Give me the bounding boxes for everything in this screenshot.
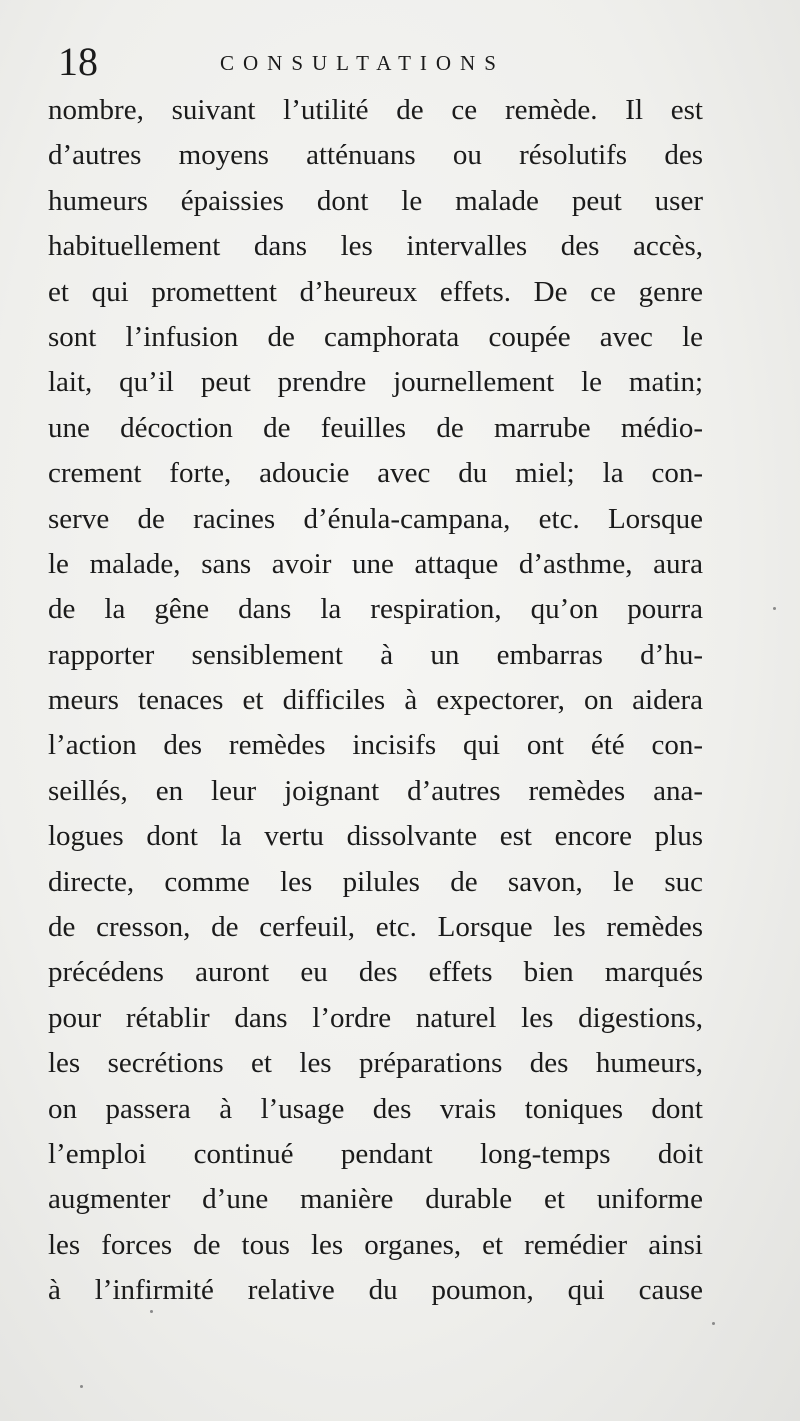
page-header xyxy=(58,38,758,86)
text-line: les secrétions et les préparations des humeurs, xyxy=(48,1047,703,1080)
text-line: le malade, sans avoir une attaque d’asthme, aura xyxy=(48,547,703,580)
text-line: les forces de tous les organes, et remédier ainsi xyxy=(48,1228,703,1261)
text-line: l’emploi continué pendant long-temps doit xyxy=(48,1137,703,1170)
body-text xyxy=(48,88,703,1314)
text-line: de cresson, de cerfeuil, etc. Lorsque les remèdes xyxy=(48,911,703,944)
text-line: directe, comme les pilules de savon, le suc xyxy=(48,865,703,898)
paper-speck xyxy=(80,1385,83,1388)
text-line: crement forte, adoucie avec du miel; la con- xyxy=(48,457,703,490)
text-line: augmenter d’une manière durable et uniforme xyxy=(48,1183,703,1216)
text-line: de la gêne dans la respiration, qu’on pourra xyxy=(48,593,703,626)
text-line: habituellement dans les intervalles des accès, xyxy=(48,230,703,263)
text-line: seillés, en leur joignant d’autres remèdes ana- xyxy=(48,774,703,807)
page-number: 18 xyxy=(58,39,98,84)
paper-speck xyxy=(712,1322,715,1325)
text-line: meurs tenaces et difficiles à expectorer, on aidera xyxy=(48,684,703,717)
text-line: et qui promettent d’heureux effets. De ce genre xyxy=(48,275,703,308)
text-line: logues dont la vertu dissolvante est encore plus xyxy=(48,820,703,853)
text-line: sont l’infusion de camphorata coupée avec le xyxy=(48,320,703,353)
paper-speck xyxy=(150,1310,153,1313)
text-line: une décoction de feuilles de marrube médio- xyxy=(48,411,703,444)
running-head: CONSULTATIONS xyxy=(220,51,505,75)
text-line: lait, qu’il peut prendre journellement le matin; xyxy=(48,366,703,399)
text-line: humeurs épaissies dont le malade peut user xyxy=(48,184,703,217)
text-line: rapporter sensiblement à un embarras d’hu- xyxy=(48,638,703,671)
text-line: l’action des remèdes incisifs qui ont été con- xyxy=(48,729,703,762)
paper-speck xyxy=(773,607,776,610)
text-line: serve de racines d’énula-campana, etc. Lorsque xyxy=(48,502,703,535)
text-line: nombre, suivant l’utilité de ce remède. Il est xyxy=(48,94,703,126)
text-line: précédens auront eu des effets bien marqués xyxy=(48,956,703,989)
text-line: à l’infirmité relative du poumon, qui cause xyxy=(48,1274,703,1307)
text-line: on passera à l’usage des vrais toniques dont xyxy=(48,1092,703,1125)
text-line: d’autres moyens atténuans ou résolutifs des xyxy=(48,139,703,172)
text-line: pour rétablir dans l’ordre naturel les digestions, xyxy=(48,1001,703,1034)
